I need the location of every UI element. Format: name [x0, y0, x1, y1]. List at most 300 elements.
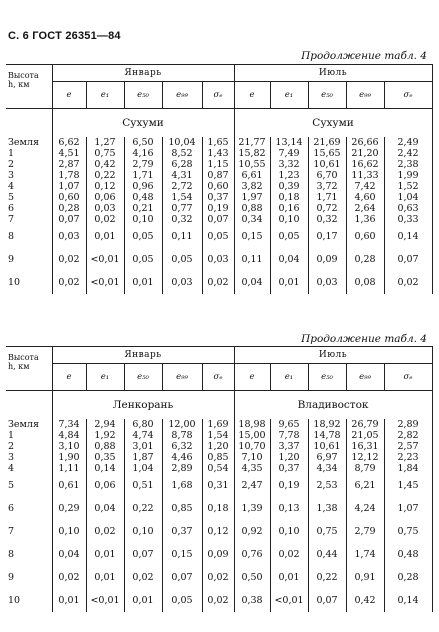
height-value: 1 [8, 430, 15, 441]
cell-value: 1,78 [52, 170, 86, 181]
cell-value: 2,53 [308, 474, 346, 497]
cell-value: 0,75 [308, 520, 346, 543]
height-value: 7 [8, 214, 15, 225]
cell-value: 1,71 [124, 170, 162, 181]
table-row [6, 248, 432, 271]
cell-value: 21,69 [308, 137, 346, 148]
cell-value: 0,08 [346, 271, 384, 294]
table-row [6, 497, 432, 520]
cell-value: 0,07 [202, 214, 234, 225]
height-value: 10 [8, 595, 21, 606]
cell-value: 3,32 [270, 159, 308, 170]
height-column-header [6, 347, 52, 391]
cell-value: 12,00 [162, 419, 202, 430]
cell-value: 1,87 [124, 452, 162, 463]
cell-value: 0,38 [234, 589, 270, 612]
cell-value: 6,50 [124, 137, 162, 148]
cell-value: 2,79 [124, 159, 162, 170]
cell-value: 0,88 [234, 203, 270, 214]
cell-value: 0,37 [202, 192, 234, 203]
cell-value: 1,04 [124, 463, 162, 474]
cell-value: 0,14 [384, 225, 432, 248]
height-value: Земля [8, 137, 39, 148]
cell-value: 6,21 [346, 474, 384, 497]
cell-value: 0,07 [124, 543, 162, 566]
cell-value: 1,68 [162, 474, 202, 497]
cell-value: 15,82 [234, 148, 270, 159]
table-row [6, 271, 432, 294]
cell-value: 0,02 [202, 566, 234, 589]
cell-value: 15,65 [308, 148, 346, 159]
cell-value: 0,33 [384, 214, 432, 225]
cell-value: 0,54 [202, 463, 234, 474]
cell-value: 0,02 [52, 271, 86, 294]
height-value: 2 [8, 159, 15, 170]
cell-value: 0,85 [162, 497, 202, 520]
cell-value: 0,44 [308, 543, 346, 566]
cell-value: 0,51 [124, 474, 162, 497]
cell-value: 0,07 [384, 248, 432, 271]
cell-value: 2,47 [234, 474, 270, 497]
cell-value: 0,04 [234, 271, 270, 294]
cell-value: 26,79 [346, 419, 384, 430]
cell-value: 4,34 [308, 463, 346, 474]
cell-value: 0,06 [86, 192, 124, 203]
cell-value: 0,48 [124, 192, 162, 203]
table-row [6, 214, 432, 225]
symbol-header: σₑ [384, 82, 432, 109]
cell-value: 0,10 [124, 520, 162, 543]
cell-value: 0,09 [202, 543, 234, 566]
cell-value: 0,28 [52, 203, 86, 214]
cell-value: 0,29 [52, 497, 86, 520]
cell-value: 0,01 [124, 589, 162, 612]
cell-value: 0,10 [270, 214, 308, 225]
continuation-note-upper: Продолжение табл. 4 [301, 50, 427, 62]
cell-value: 1,54 [162, 192, 202, 203]
group-header-january: Январь [52, 65, 234, 82]
cell-value: 9,65 [270, 419, 308, 430]
cell-value: 21,77 [234, 137, 270, 148]
height-value: 6 [8, 203, 15, 214]
symbol-header: σₑ [202, 82, 234, 109]
height-value: 5 [8, 192, 15, 203]
cell-value: 0,01 [270, 566, 308, 589]
cell-value: 4,51 [52, 148, 86, 159]
height-value: 10 [8, 277, 21, 288]
table-row [6, 159, 432, 170]
group-header-january: Январь [52, 347, 234, 364]
cell-value: <0,01 [86, 271, 124, 294]
table-lower [6, 346, 432, 612]
cell-value: 0,02 [202, 589, 234, 612]
cell-value: 0,11 [162, 225, 202, 248]
cell-value: 0,61 [52, 474, 86, 497]
table-row [6, 170, 432, 181]
cell-value: 0,60 [202, 181, 234, 192]
table-row [6, 203, 432, 214]
cell-value: 0,39 [270, 181, 308, 192]
cell-value: 7,49 [270, 148, 308, 159]
table-row [6, 181, 432, 192]
cell-value: 16,62 [346, 159, 384, 170]
cell-value: 0,04 [86, 497, 124, 520]
cell-value: 0,06 [86, 474, 124, 497]
cell-value: 0,12 [202, 520, 234, 543]
cell-value: 0,21 [124, 203, 162, 214]
cell-value: 0,05 [162, 589, 202, 612]
height-header-line: h, км [8, 80, 30, 89]
cell-value: 3,72 [308, 181, 346, 192]
table-row [6, 419, 432, 430]
symbol-header: σₑ [202, 364, 234, 391]
cell-value: 0,34 [234, 214, 270, 225]
cell-value: 10,55 [234, 159, 270, 170]
cell-value: 0,05 [202, 225, 234, 248]
cell-value: 0,15 [234, 225, 270, 248]
cell-value: 18,98 [234, 419, 270, 430]
cell-value: 7,78 [270, 430, 308, 441]
height-value: 6 [8, 503, 15, 514]
cell-value: 2,89 [162, 463, 202, 474]
city-name-right: Сухуми [234, 109, 432, 138]
symbol-header: e₁ [270, 82, 308, 109]
cell-value: 1,92 [86, 430, 124, 441]
cell-value: 1,99 [384, 170, 432, 181]
height-value: 8 [8, 549, 15, 560]
cell-value: 8,78 [162, 430, 202, 441]
cell-value: 1,11 [52, 463, 86, 474]
cell-value: 1,15 [202, 159, 234, 170]
cell-value: 6,62 [52, 137, 86, 148]
cell-value: 0,02 [52, 248, 86, 271]
cell-value: 0,05 [270, 225, 308, 248]
cell-value: 0,63 [384, 203, 432, 214]
symbol-header: e [234, 82, 270, 109]
cell-value: 8,52 [162, 148, 202, 159]
cell-value: 7,10 [234, 452, 270, 463]
cell-value: 0,01 [124, 271, 162, 294]
cell-value: 0,28 [346, 248, 384, 271]
cell-value: 0,05 [124, 248, 162, 271]
cell-value: 2,89 [384, 419, 432, 430]
cell-value: 10,04 [162, 137, 202, 148]
cell-value: 0,01 [86, 225, 124, 248]
cell-value: 0,02 [86, 520, 124, 543]
cell-value: 1,20 [202, 441, 234, 452]
cell-value: 1,97 [234, 192, 270, 203]
cell-value: 13,14 [270, 137, 308, 148]
cell-value: 1,52 [384, 181, 432, 192]
cell-value: 26,66 [346, 137, 384, 148]
continuation-note-lower: Продолжение табл. 4 [301, 333, 427, 345]
cell-value: 4,31 [162, 170, 202, 181]
cell-value: 0,85 [202, 452, 234, 463]
cell-value: 0,35 [86, 452, 124, 463]
cell-value: 7,42 [346, 181, 384, 192]
cell-value: 0,17 [308, 225, 346, 248]
cell-value: 2,38 [384, 159, 432, 170]
cell-value: 11,33 [346, 170, 384, 181]
cell-value: 1,69 [202, 419, 234, 430]
city-name-right: Владивосток [234, 391, 432, 420]
cell-value: 1,36 [346, 214, 384, 225]
cell-value: 0,19 [202, 203, 234, 214]
cell-value: <0,01 [86, 589, 124, 612]
cell-value: 0,22 [86, 170, 124, 181]
cell-value: 1,71 [308, 192, 346, 203]
cell-value: 1,65 [202, 137, 234, 148]
height-column-header [6, 65, 52, 109]
cell-value: 0,76 [234, 543, 270, 566]
cell-value: 6,97 [308, 452, 346, 463]
cell-value: 2,23 [384, 452, 432, 463]
symbol-header: e₅₀ [308, 82, 346, 109]
cell-value: 0,77 [162, 203, 202, 214]
table-row [6, 520, 432, 543]
cell-value: 0,19 [270, 474, 308, 497]
height-value: 4 [8, 463, 15, 474]
cell-value: <0,01 [270, 589, 308, 612]
table-row [6, 137, 432, 148]
cell-value: 0,18 [270, 192, 308, 203]
cell-value: 0,50 [234, 566, 270, 589]
cell-value: 1,90 [52, 452, 86, 463]
cell-value: 1,20 [270, 452, 308, 463]
cell-value: 1,38 [308, 497, 346, 520]
symbol-header: e₉₉ [346, 364, 384, 391]
cell-value: 8,79 [346, 463, 384, 474]
cell-value: 6,70 [308, 170, 346, 181]
cell-value: 10,61 [308, 441, 346, 452]
cell-value: 1,84 [384, 463, 432, 474]
cell-value: 0,07 [52, 214, 86, 225]
height-value: 5 [8, 480, 15, 491]
symbol-header: e [52, 364, 86, 391]
cell-value: 0,60 [52, 192, 86, 203]
cell-value: 0,72 [308, 203, 346, 214]
cell-value: 2,82 [384, 430, 432, 441]
cell-value: 0,11 [234, 248, 270, 271]
cell-value: 0,60 [346, 225, 384, 248]
cell-value: 0,37 [162, 520, 202, 543]
height-value: 4 [8, 181, 15, 192]
height-value: 2 [8, 441, 15, 452]
cell-value: 0,02 [86, 214, 124, 225]
symbol-header: e [234, 364, 270, 391]
table-row [6, 474, 432, 497]
height-value: 3 [8, 452, 15, 463]
cell-value: 0,87 [202, 170, 234, 181]
symbol-header: e₉₉ [162, 364, 202, 391]
cell-value: 0,01 [86, 543, 124, 566]
cell-value: 0,02 [384, 271, 432, 294]
data-table [6, 64, 433, 294]
cell-value: 0,09 [308, 248, 346, 271]
cell-value: 4,24 [346, 497, 384, 520]
symbol-header: e₁ [270, 364, 308, 391]
cell-value: 0,75 [384, 520, 432, 543]
cell-value: 0,14 [384, 589, 432, 612]
cell-value: 10,70 [234, 441, 270, 452]
table-row [6, 589, 432, 612]
city-name-left: Ленкорань [52, 391, 234, 420]
cell-value: 0,03 [52, 225, 86, 248]
cell-value: 4,74 [124, 430, 162, 441]
symbol-header: e₅₀ [124, 82, 162, 109]
symbol-header: e₉₉ [162, 82, 202, 109]
cell-value: 1,54 [202, 430, 234, 441]
cell-value: 2,57 [384, 441, 432, 452]
table-upper [6, 64, 432, 294]
cell-value: 0,32 [308, 214, 346, 225]
cell-value: 0,31 [202, 474, 234, 497]
cell-value: 4,16 [124, 148, 162, 159]
cell-value: 1,43 [202, 148, 234, 159]
cell-value: 4,35 [234, 463, 270, 474]
cell-value: 0,02 [270, 543, 308, 566]
table-row [6, 452, 432, 463]
cell-value: 0,16 [270, 203, 308, 214]
height-value: 9 [8, 572, 15, 583]
cell-value: 2,79 [346, 520, 384, 543]
cell-value: 10,61 [308, 159, 346, 170]
symbol-header: e₉₉ [346, 82, 384, 109]
table-row [6, 441, 432, 452]
cell-value: 18,92 [308, 419, 346, 430]
table-row [6, 430, 432, 441]
data-table [6, 346, 433, 612]
cell-value: 0,42 [346, 589, 384, 612]
cell-value: 21,05 [346, 430, 384, 441]
cell-value: 0,88 [86, 441, 124, 452]
height-value: 8 [8, 231, 15, 242]
cell-value: 0,10 [270, 520, 308, 543]
symbol-header: e₅₀ [308, 364, 346, 391]
cell-value: 0,22 [308, 566, 346, 589]
cell-value: 0,01 [52, 589, 86, 612]
height-value: Земля [8, 419, 39, 430]
cell-value: 1,45 [384, 474, 432, 497]
cell-value: 14,78 [308, 430, 346, 441]
cell-value: <0,01 [86, 248, 124, 271]
cell-value: 0,10 [52, 520, 86, 543]
cell-value: 0,28 [384, 566, 432, 589]
cell-value: 3,37 [270, 441, 308, 452]
table-row [6, 225, 432, 248]
page-header: С. 6 ГОСТ 26351—84 [8, 30, 121, 42]
cell-value: 15,00 [234, 430, 270, 441]
height-value: 1 [8, 148, 15, 159]
cell-value: 0,03 [162, 271, 202, 294]
cell-value: 4,60 [346, 192, 384, 203]
cell-value: 0,02 [202, 271, 234, 294]
cell-value: 1,74 [346, 543, 384, 566]
height-value: 9 [8, 254, 15, 265]
cell-value: 0,02 [52, 566, 86, 589]
cell-value: 6,80 [124, 419, 162, 430]
symbol-header: e₁ [86, 82, 124, 109]
height-value: 7 [8, 526, 15, 537]
cell-value: 0,42 [86, 159, 124, 170]
cell-value: 1,23 [270, 170, 308, 181]
symbol-header: e [52, 82, 86, 109]
cell-value: 6,32 [162, 441, 202, 452]
cell-value: 0,02 [124, 566, 162, 589]
cell-value: 0,07 [308, 589, 346, 612]
cell-value: 0,37 [270, 463, 308, 474]
cell-value: 21,20 [346, 148, 384, 159]
table-row [6, 566, 432, 589]
cell-value: 0,03 [202, 248, 234, 271]
cell-value: 0,07 [162, 566, 202, 589]
cell-value: 0,05 [162, 248, 202, 271]
cell-value: 0,04 [270, 248, 308, 271]
city-name-left: Сухуми [52, 109, 234, 138]
cell-value: 12,12 [346, 452, 384, 463]
cell-value: 0,04 [52, 543, 86, 566]
cell-value: 1,07 [52, 181, 86, 192]
cell-value: 3,82 [234, 181, 270, 192]
table-row [6, 463, 432, 474]
cell-value: 3,10 [52, 441, 86, 452]
cell-value: 6,61 [234, 170, 270, 181]
table-row [6, 148, 432, 159]
cell-value: 2,72 [162, 181, 202, 192]
cell-value: 3,01 [124, 441, 162, 452]
symbol-header: e₁ [86, 364, 124, 391]
cell-value: 0,03 [308, 271, 346, 294]
cell-value: 1,07 [384, 497, 432, 520]
cell-value: 7,34 [52, 419, 86, 430]
height-header-line: Высота [8, 353, 39, 362]
cell-value: 0,12 [86, 181, 124, 192]
height-header-line: Высота [8, 71, 39, 80]
symbol-header: σₑ [384, 364, 432, 391]
cell-value: 6,28 [162, 159, 202, 170]
cell-value: 1,04 [384, 192, 432, 203]
symbol-header: e₅₀ [124, 364, 162, 391]
cell-value: 1,27 [86, 137, 124, 148]
cell-value: 0,01 [86, 566, 124, 589]
cell-value: 0,13 [270, 497, 308, 520]
cell-value: 0,05 [124, 225, 162, 248]
cell-value: 2,87 [52, 159, 86, 170]
cell-value: 4,46 [162, 452, 202, 463]
cell-value: 1,39 [234, 497, 270, 520]
cell-value: 2,94 [86, 419, 124, 430]
cell-value: 0,15 [162, 543, 202, 566]
table-row [6, 192, 432, 203]
cell-value: 0,10 [124, 214, 162, 225]
cell-value: 0,01 [270, 271, 308, 294]
cell-value: 2,64 [346, 203, 384, 214]
cell-value: 0,91 [346, 566, 384, 589]
cell-value: 0,22 [124, 497, 162, 520]
group-header-july: Июль [234, 347, 432, 364]
cell-value: 16,31 [346, 441, 384, 452]
group-header-july: Июль [234, 65, 432, 82]
cell-value: 2,42 [384, 148, 432, 159]
cell-value: 0,48 [384, 543, 432, 566]
height-header-line: h, км [8, 362, 30, 371]
cell-value: 2,49 [384, 137, 432, 148]
cell-value: 0,14 [86, 463, 124, 474]
cell-value: 0,03 [86, 203, 124, 214]
cell-value: 0,18 [202, 497, 234, 520]
cell-value: 0,75 [86, 148, 124, 159]
table-row [6, 543, 432, 566]
